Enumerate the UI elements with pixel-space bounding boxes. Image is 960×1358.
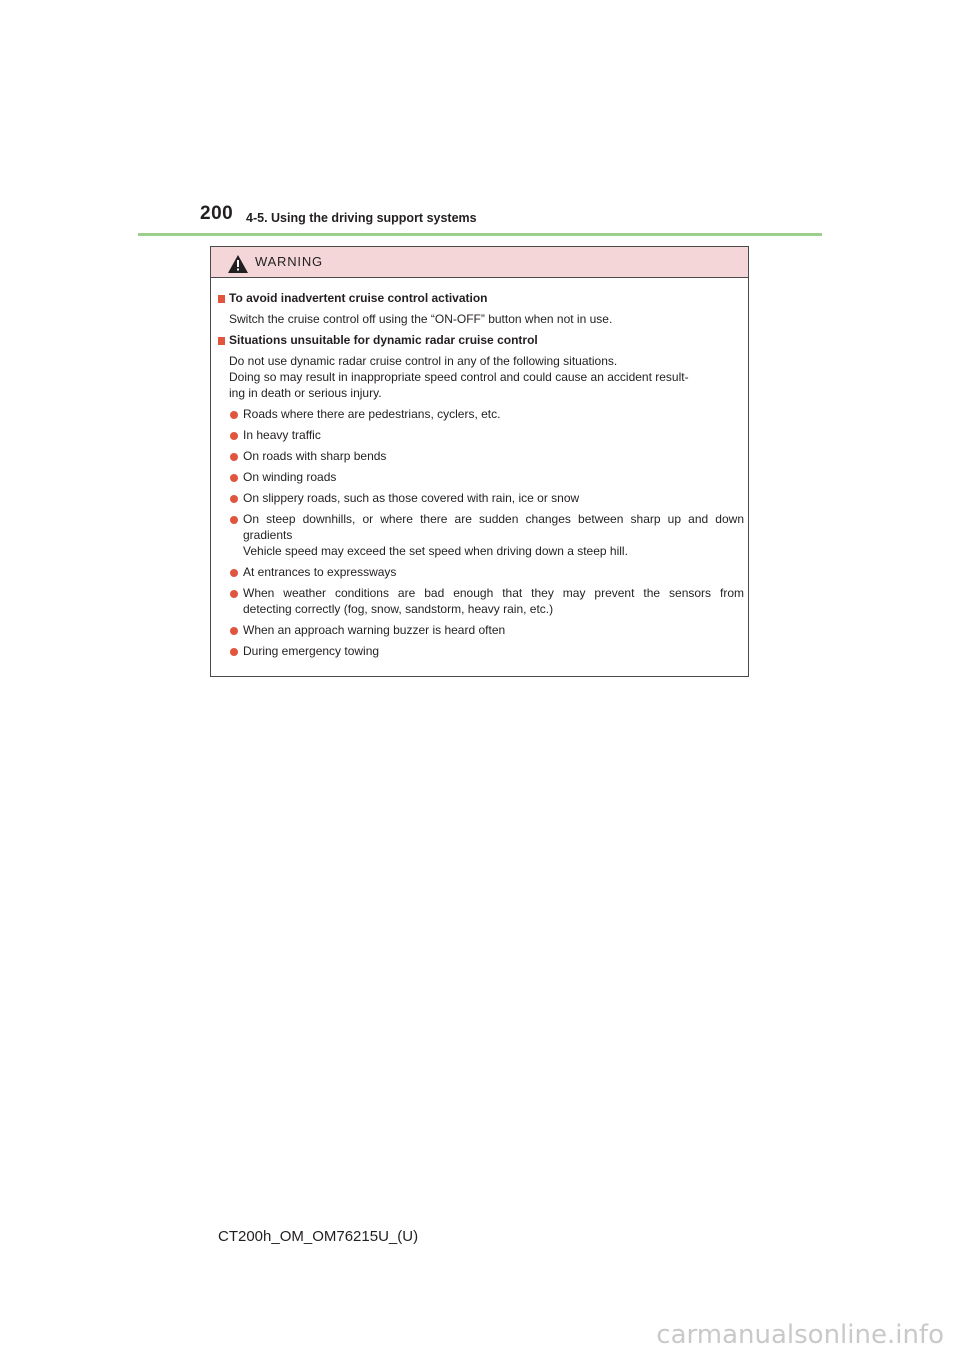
list-item: Roads where there are pedestrians, cyclers, etc.: [243, 407, 501, 421]
section-square-bullet: [218, 337, 225, 345]
bullet-dot: [230, 411, 238, 419]
list-item: At entrances to expressways: [243, 565, 397, 579]
warning-box: [210, 246, 749, 677]
bullet-dot: [230, 474, 238, 482]
section-text: Switch the cruise control off using the “ON-OFF” button when not in use.: [229, 312, 613, 326]
warning-triangle-icon: [228, 255, 248, 273]
list-item: When weather conditions are bad enough that they may prevent the sensors from: [243, 586, 744, 600]
list-item: When an approach warning buzzer is heard often: [243, 623, 506, 637]
list-item: On winding roads: [243, 470, 337, 484]
footer-doc-code: CT200h_OM_OM76215U_(U): [218, 1228, 419, 1245]
page-number: 200: [200, 203, 234, 224]
header-rule: [138, 233, 822, 236]
bullet-dot: [230, 648, 238, 656]
section-text: Do not use dynamic radar cruise control in any of the following situations.: [229, 354, 618, 368]
section-heading: To avoid inadvertent cruise control activation: [229, 291, 488, 305]
section-square-bullet: [218, 295, 225, 303]
section-title: 4-5. Using the driving support systems: [246, 211, 477, 225]
list-item: During emergency towing: [243, 644, 380, 658]
bullet-dot: [230, 453, 238, 461]
bullet-dot: [230, 627, 238, 635]
bullet-dot: [230, 569, 238, 577]
list-item: On slippery roads, such as those covered with rain, ice or snow: [243, 491, 580, 505]
list-item-continuation: detecting correctly (fog, snow, sandstorm, heavy rain, etc.): [243, 602, 554, 616]
bullet-dot: [230, 495, 238, 503]
section-text: Doing so may result in inappropriate speed control and could cause an accident result-: [229, 370, 689, 384]
section-heading: Situations unsuitable for dynamic radar cruise control: [229, 333, 538, 347]
watermark: carmanualsonline.info: [656, 1320, 944, 1350]
list-item-continuation: gradients: [243, 528, 293, 542]
section-text: ing in death or serious injury.: [229, 386, 382, 400]
warning-label: WARNING: [255, 254, 323, 269]
bullet-dot: [230, 432, 238, 440]
list-item: In heavy traffic: [243, 428, 321, 442]
list-item: On steep downhills, or where there are sudden changes between sharp up and down: [243, 512, 744, 526]
list-item-note: Vehicle speed may exceed the set speed when driving down a steep hill.: [243, 544, 628, 558]
warning-header: [211, 247, 748, 278]
list-item: On roads with sharp bends: [243, 449, 387, 463]
bullet-dot: [230, 516, 238, 524]
bullet-dot: [230, 590, 238, 598]
